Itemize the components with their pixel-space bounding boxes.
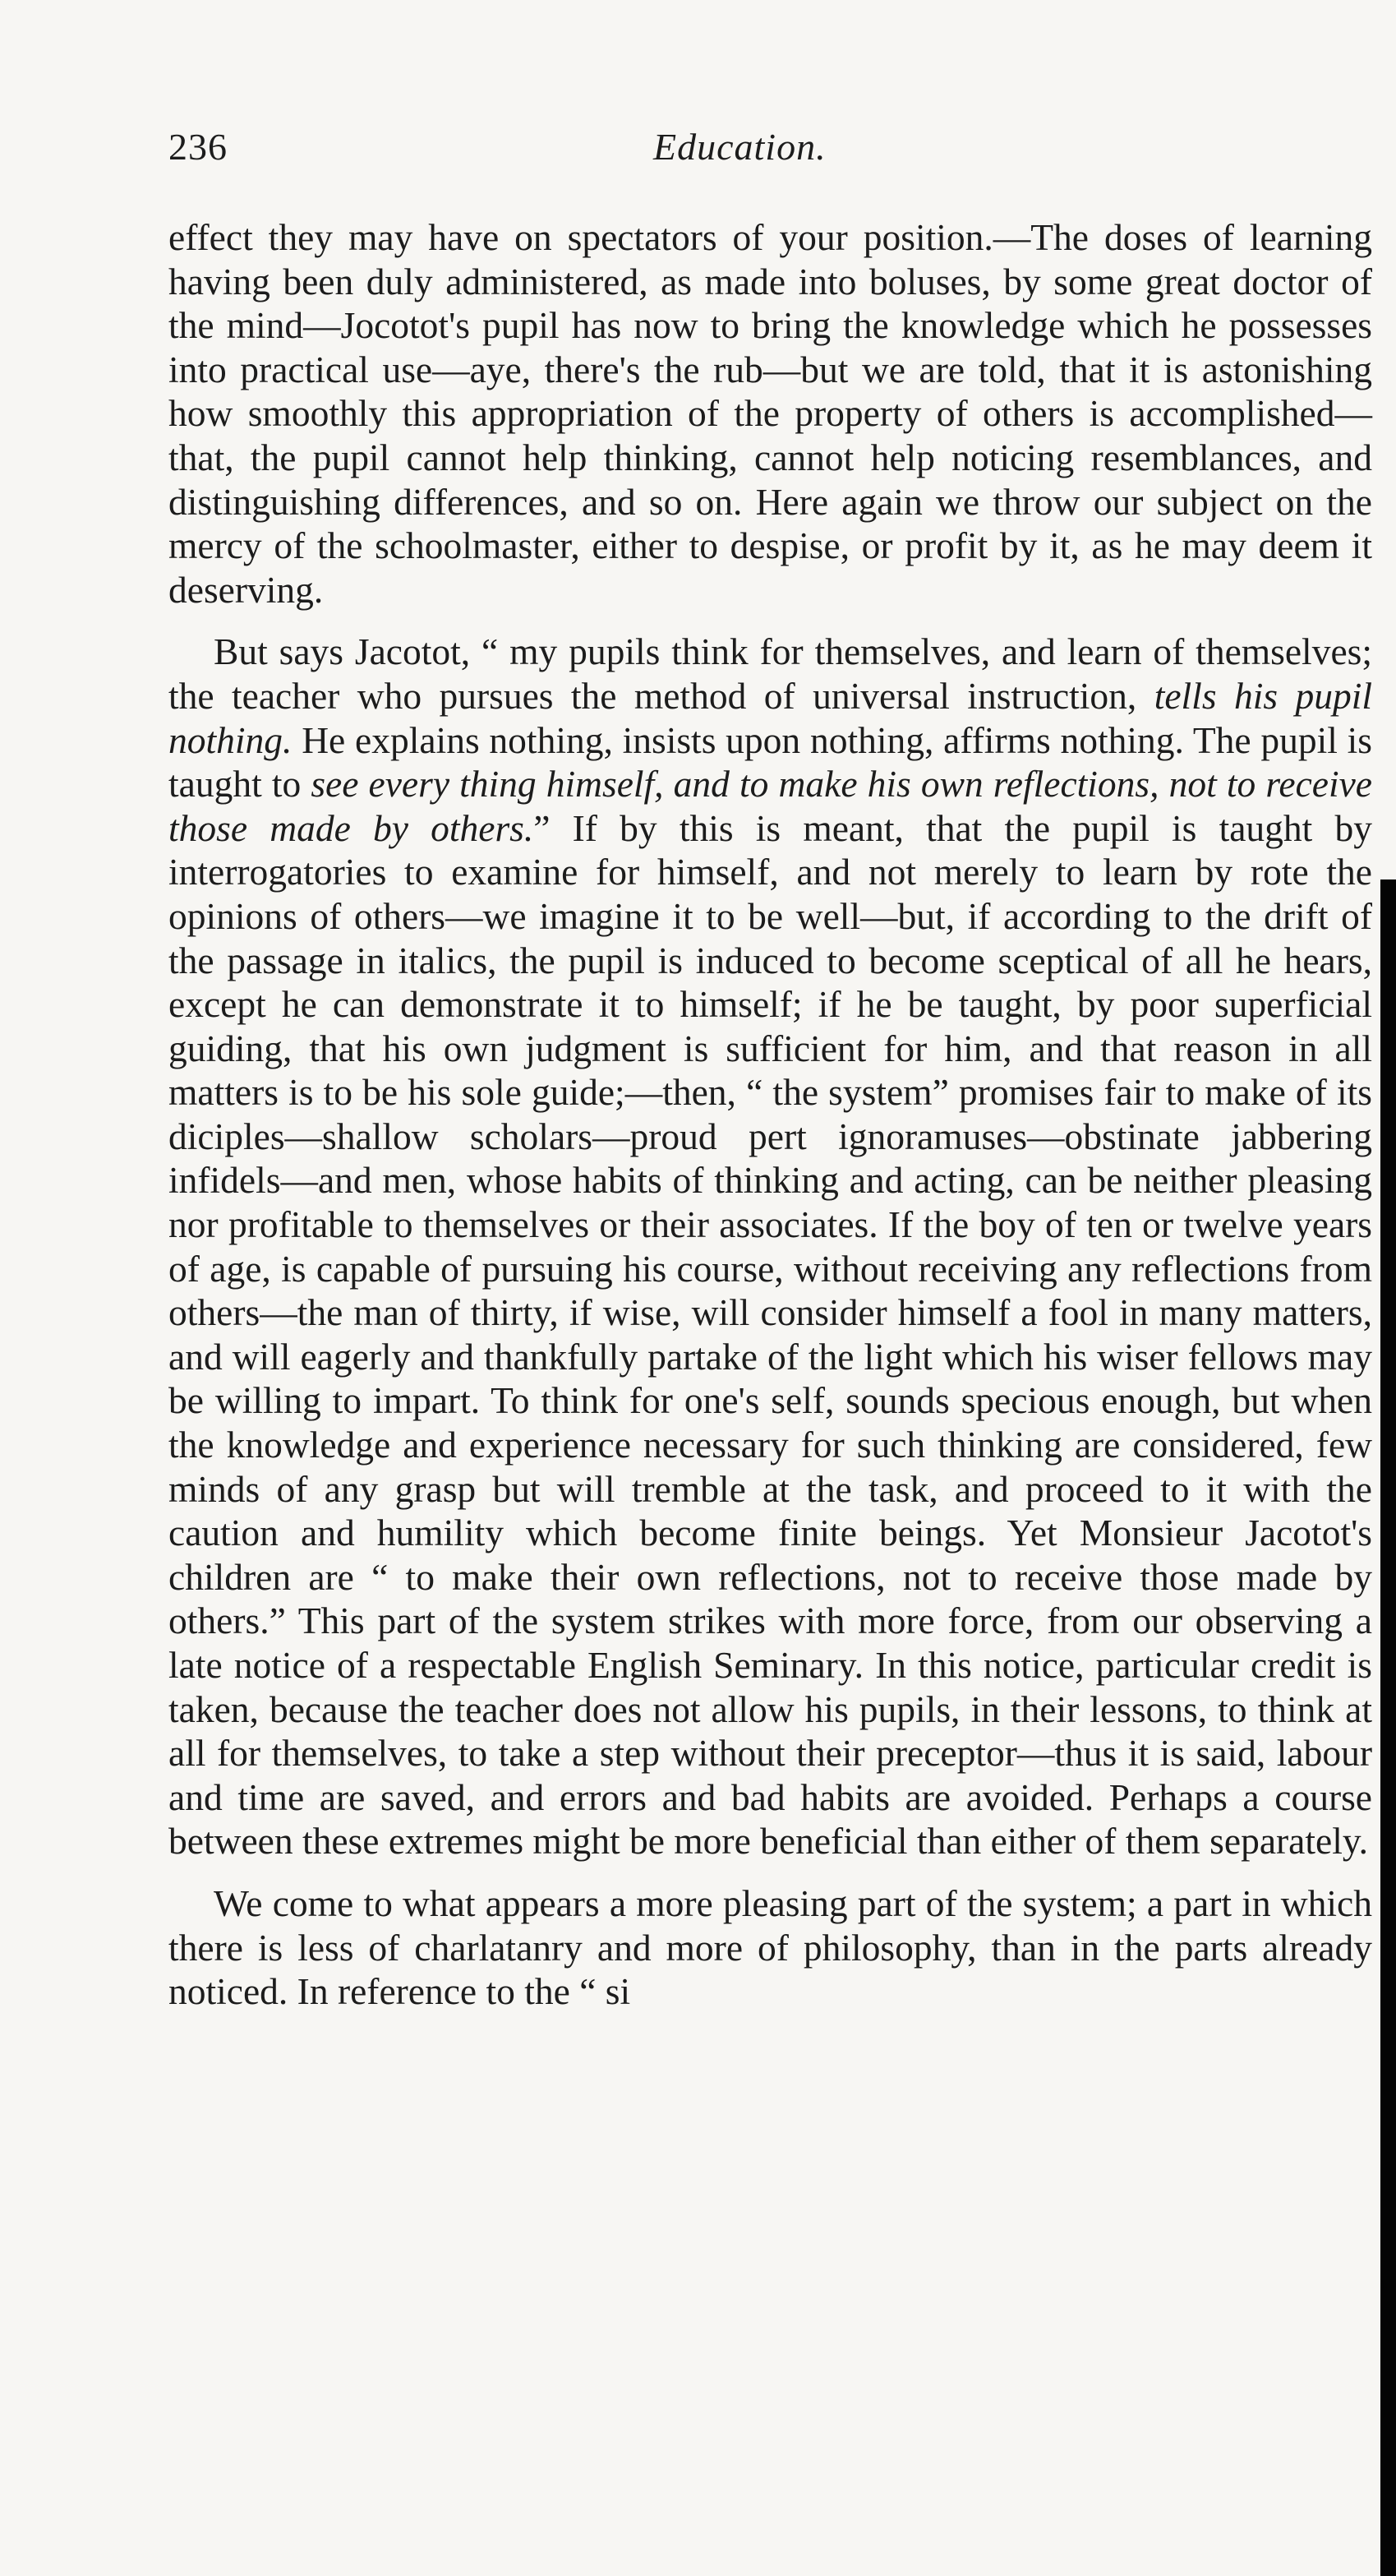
- paragraph-text: But says Jacotot, “ my pupils think for themselves, and learn of themselves; the teacher who pursues the method of universal instruction,: [168, 630, 1372, 717]
- page-header: [168, 125, 1360, 182]
- paragraph-text: effect they may have on spectators of your position.—The doses of learning having been duly administered, as made into boluses, by some great doctor of the mind—Jocotot's pupil has now to bring the knowledge which he possesses into practical use—aye, there's the rub—but we are told, that it is astonishing how smoothly this appropriation of the property of others is accomplished—that, the pupil cannot help thinking, cannot help noticing resemblances, and distinguishing differences, and so on. Here again we throw our subject on the mercy of the schoolmaster, either to despise, or profit by it, as he may deem it deserving.: [168, 216, 1372, 611]
- paragraph-text: We come to what appears a more pleasing part of the system; a part in which there is less of charlatanry and more of philosophy, than in the parts already noticed. In reference to the “ si: [168, 1881, 1372, 2013]
- italic-text: see every thing himself, and to make his own reflections, not to receive those made by others.: [168, 763, 1372, 849]
- paragraph-2: [168, 630, 1372, 1863]
- body-text: [168, 215, 1372, 2014]
- scan-edge-shadow: [1380, 879, 1396, 2576]
- paragraph-text: ” If by this is meant, that the pupil is taught by interrogatories to examine for himself, and not merely to learn by rote the opinions of others—we imagine it to be well—but, if according to the drift of the passage in italics, the pupil is induced to become sceptical of all he hears, except he can demonstrate it to himself; if he be taught, by poor superficial guiding, that his own judgment is sufficient for him, and that reason in all matters is to be his sole guide;—then, “ the system” promises fair to make of its diciples—shallow scholars—proud pert ignoramuses—obstinate jabbering infidels—and men, whose habits of thinking and acting, can be neither pleasing nor profitable to themselves or their associates. If the boy of ten or twelve years of age, is capable of pursuing his course, without receiving any reflections from others—the man of thirty, if wise, will consider himself a fool in many matters, and will eagerly and thankfully partake of the light which his wiser fellows may be willing to impart. To think for one's self, sounds specious enough, but when the knowledge and experience necessary for such thinking are considered, few minds of any grasp but will tremble at the task, and proceed to it with the caution and humility which become finite beings. Yet Monsieur Jacotot's children are “ to make their own reflections, not to receive those made by others.” This part of the system strikes with more force, from our observing a late notice of a respectable English Seminary. In this notice, particular credit is taken, because the teacher does not allow his pupils, in their lessons, to think at all for themselves, to take a step without their preceptor—thus it is said, labour and time are saved, and errors and bad habits are avoided. Perhaps a course between these extremes might be more beneficial than either of them separately.: [168, 806, 1372, 1863]
- paragraph-text: He explains nothing, insists upon nothing, affirms nothing. The pupil is taught to: [168, 718, 1372, 806]
- paragraph-1: [168, 215, 1372, 612]
- paragraph-3: [168, 1881, 1372, 2014]
- italic-text: tells his pupil nothing.: [168, 674, 1372, 761]
- page-number: 236: [168, 126, 228, 168]
- running-head: Education.: [653, 126, 827, 168]
